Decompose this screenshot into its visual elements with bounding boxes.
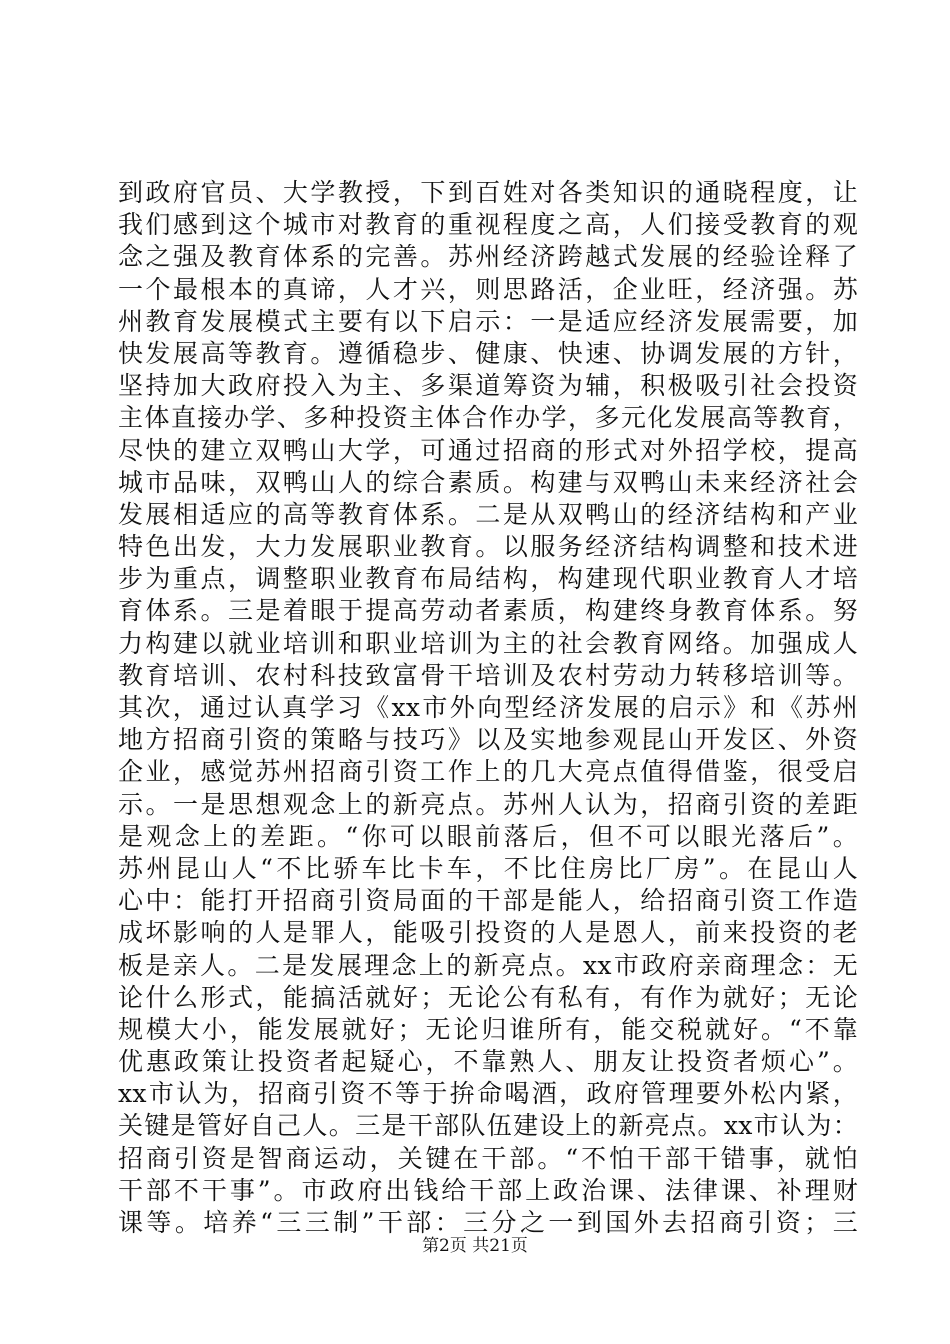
text-line: 尽快的建立双鸭山大学，可通过招商的形式对外招学校，提高: [118, 435, 858, 465]
text-line: 规模大小，能发展就好；无论归谁所有，能交税就好。“不靠: [118, 1014, 858, 1044]
text-line: 干部不干事”。市政府出钱给干部上政治课、法律课、补理财: [118, 1175, 858, 1205]
text-line: 我们感到这个城市对教育的重视程度之高，人们接受教育的观: [118, 210, 858, 240]
text-line: 城市品味，双鸭山人的综合素质。构建与双鸭山未来经济社会: [118, 467, 858, 497]
text-line: 坚持加大政府投入为主、多渠道筹资为辅，积极吸引社会投资: [118, 371, 858, 401]
text-line: 到政府官员、大学教授，下到百姓对各类知识的通晓程度，让: [118, 178, 858, 207]
page-number-footer: 第2页 共21页: [422, 1236, 528, 1256]
text-line: 优惠政策让投资者起疑心，不靠熟人、朋友让投资者烦心”。: [118, 1047, 858, 1077]
text-line: 步为重点，调整职业教育布局结构，构建现代职业教育人才培: [118, 564, 858, 594]
text-line: 特色出发，大力发展职业教育。以服务经济结构调整和技术进: [118, 532, 858, 562]
text-line: 板是亲人。二是发展理念上的新亮点。xx市政府亲商理念：无: [118, 950, 858, 980]
text-line: 示。一是思想观念上的新亮点。苏州人认为，招商引资的差距: [118, 789, 858, 819]
text-line: 企业，感觉苏州招商引资工作上的几大亮点值得借鉴，很受启: [118, 757, 858, 787]
text-line: 苏州昆山人“不比骄车比卡车，不比住房比厂房”。在昆山人: [118, 853, 858, 883]
text-line: 一个最根本的真谛，人才兴，则思路活，企业旺，经济强。苏: [118, 274, 858, 304]
body-text: [118, 177, 858, 1239]
text-line: 快发展高等教育。遵循稳步、健康、快速、协调发展的方针，: [118, 338, 858, 368]
text-line: 是观念上的差距。“你可以眼前落后，但不可以眼光落后”。: [118, 821, 858, 851]
text-line: 州教育发展模式主要有以下启示：一是适应经济发展需要，加: [118, 306, 858, 336]
text-line: 教育培训、农村科技致富骨干培训及农村劳动力转移培训等。: [118, 660, 858, 690]
text-line: 念之强及教育体系的完善。苏州经济跨越式发展的经验诠释了: [118, 242, 858, 272]
text-line: 主体直接办学、多种投资主体合作办学，多元化发展高等教育，: [118, 403, 858, 433]
text-line: 课等。培养“三三制”干部：三分之一到国外去招商引资；三: [118, 1208, 858, 1237]
text-line: 心中：能打开招商引资局面的干部是能人，给招商引资工作造: [118, 886, 858, 916]
text-line: xx市认为，招商引资不等于拚命喝酒，政府管理要外松内紧，: [118, 1079, 858, 1109]
text-line: 关键是管好自己人。三是干部队伍建设上的新亮点。xx市认为：: [118, 1111, 858, 1141]
text-line: 力构建以就业培训和职业培训为主的社会教育网络。加强成人: [118, 628, 858, 658]
text-line: 招商引资是智商运动，关键在干部。“不怕干部干错事，就怕: [118, 1143, 858, 1173]
text-line: 地方招商引资的策略与技巧》以及实地参观昆山开发区、外资: [118, 725, 858, 755]
text-line: 论什么形式，能搞活就好；无论公有私有，有作为就好；无论: [118, 982, 858, 1012]
text-line: 成坏影响的人是罪人，能吸引投资的人是恩人，前来投资的老: [118, 918, 858, 948]
text-line: 其次，通过认真学习《xx市外向型经济发展的启示》和《苏州: [118, 693, 858, 722]
text-line: 发展相适应的高等教育体系。二是从双鸭山的经济结构和产业: [118, 499, 858, 529]
text-line: 育体系。三是着眼于提高劳动者素质，构建终身教育体系。努: [118, 596, 858, 626]
